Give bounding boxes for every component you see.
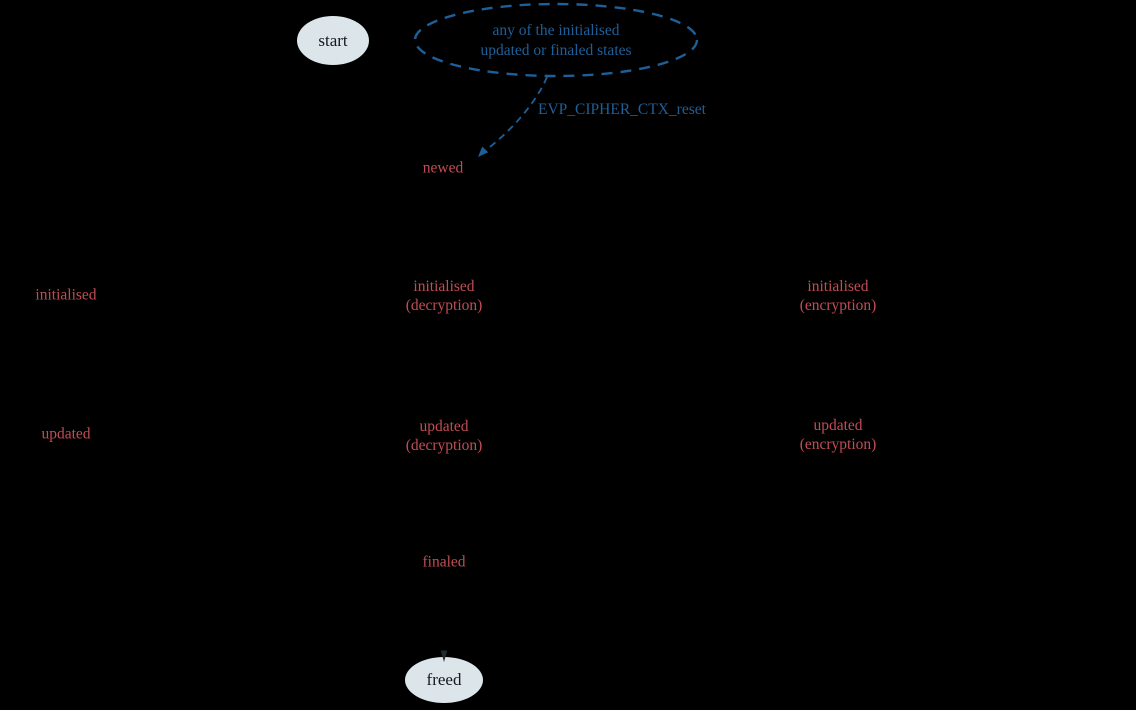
- reset-edge-arrowhead-icon: [478, 147, 488, 157]
- state-initialised-encryption: initialised (encryption): [799, 278, 877, 314]
- start-node-label: start: [318, 30, 348, 50]
- any-states-node-label: any of the initialised updated or finaled states: [480, 22, 632, 59]
- state-updated-encryption: updated (encryption): [799, 417, 877, 453]
- start-node: [297, 16, 369, 65]
- state-initialised: initialised: [35, 286, 97, 304]
- freed-node-label: freed: [426, 670, 462, 689]
- state-initialised-decryption: initialised (decryption): [405, 278, 483, 314]
- state-newed: newed: [422, 159, 464, 177]
- state-updated-decryption: updated (decryption): [405, 418, 483, 454]
- state-updated: updated: [41, 425, 91, 443]
- reset-edge-label: EVP_CIPHER_CTX_reset: [538, 101, 706, 118]
- state-finaled: finaled: [422, 553, 466, 571]
- freed-node: [405, 657, 483, 703]
